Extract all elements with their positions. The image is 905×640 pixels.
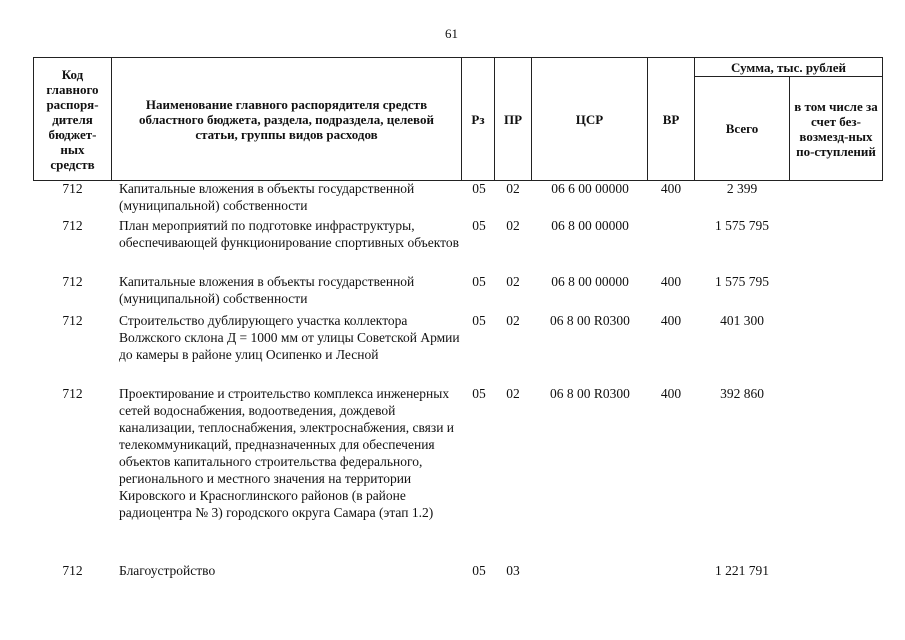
cell-rz: 05	[472, 218, 486, 233]
cell-code: 712	[62, 181, 83, 196]
cell-pr: 02	[506, 218, 520, 233]
cell-vr: 400	[660, 386, 682, 401]
cell-vr: 400	[660, 274, 682, 289]
cell-pr: 02	[506, 274, 520, 289]
cell-csr: 06 8 00 00000	[551, 274, 629, 289]
cell-name: Капитальные вложения в объекты государственной (муниципальной) собственности	[119, 274, 415, 306]
cell-csr: 06 6 00 00000	[551, 181, 629, 196]
cell-csr: 06 8 00 R0300	[550, 386, 630, 401]
cell-name: Благоустройство	[119, 563, 216, 578]
cell-code: 712	[62, 386, 83, 401]
cell-rz: 05	[472, 563, 486, 578]
cell-code: 712	[62, 274, 83, 289]
cell-rz: 05	[472, 181, 486, 196]
header-csr: ЦСР	[531, 57, 648, 181]
header-vr: ВР	[647, 57, 695, 181]
cell-vr: 400	[660, 181, 682, 196]
cell-code: 712	[62, 313, 83, 328]
cell-pr: 02	[506, 386, 520, 401]
cell-rz: 05	[472, 386, 486, 401]
header-total: Всего	[694, 76, 790, 181]
header-including: в том числе за счет без-возмезд-ных по-ступлений	[789, 76, 883, 181]
cell-csr: 06 8 00 00000	[551, 218, 629, 233]
page-number: 61	[445, 26, 458, 41]
cell-total: 1 575 795	[715, 218, 769, 233]
cell-code: 712	[62, 218, 83, 233]
header-pr: ПР	[494, 57, 532, 181]
cell-code: 712	[62, 563, 83, 578]
cell-name: Строительство дублирующего участка коллектора Волжского склона Д = 1000 мм от улицы Советской Армии до камеры в районе улиц Осипенко и Лесной	[119, 313, 460, 362]
cell-rz: 05	[472, 313, 486, 328]
cell-vr: 400	[660, 313, 682, 328]
header-sum: Сумма, тыс. рублей	[694, 57, 883, 77]
cell-name: Капитальные вложения в объекты государственной (муниципальной) собственности	[119, 181, 415, 213]
header-name: Наименование главного распорядителя средств областного бюджета, раздела, подраздела, целевой статьи, группы видов расходов	[111, 57, 462, 181]
cell-pr: 02	[506, 313, 520, 328]
cell-total: 401 300	[720, 313, 764, 328]
cell-csr: 06 8 00 R0300	[550, 313, 630, 328]
header-rz: Рз	[461, 57, 495, 181]
cell-pr: 02	[506, 181, 520, 196]
cell-total: 1 221 791	[715, 563, 769, 578]
cell-total: 2 399	[726, 181, 758, 196]
cell-total: 392 860	[720, 386, 764, 401]
cell-name: План мероприятий по подготовке инфраструктуры, обеспечивающей функционирование спортивных объектов	[119, 218, 459, 250]
cell-total: 1 575 795	[715, 274, 769, 289]
cell-name: Проектирование и строительство комплекса инженерных сетей водоснабжения, водоотведения, дождевой канализации, теплоснабжения, электроснабжения, связи и телекоммуникаций, предназначенных для обеспечения объектов капитального строительства федерального, регионального и местного значения на территории Кировского и Красноглинского районов (в районе радиоцентра № 3) городского округа Самара (этап 1.2)	[119, 386, 455, 520]
header-code: Код главного распоря-дителя бюджет-ных средств	[33, 57, 112, 181]
cell-pr: 03	[506, 563, 520, 578]
cell-rz: 05	[472, 274, 486, 289]
